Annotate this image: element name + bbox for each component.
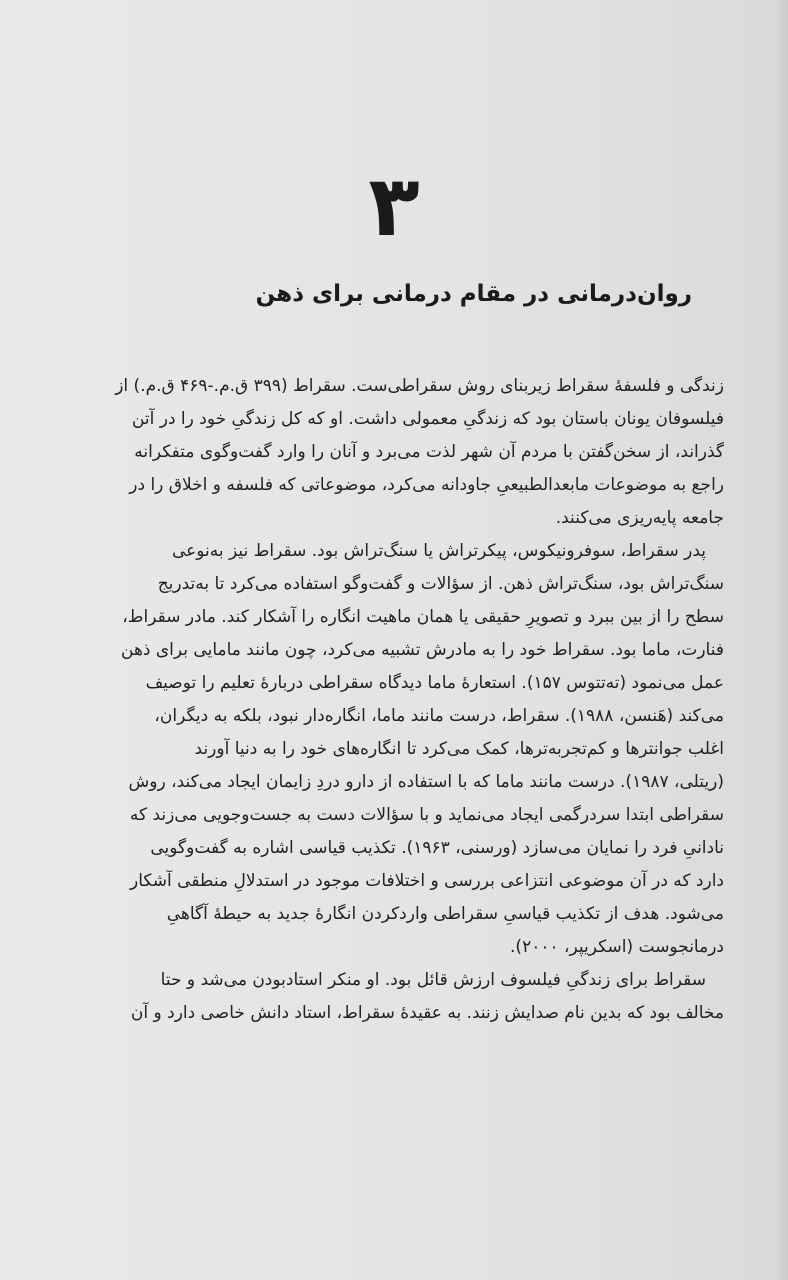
text-line: راجع به موضوعات مابعدالطبیعیِ جاودانه می‌کرد، موضوعاتی که فلسفه و اخلاق را در bbox=[129, 475, 724, 495]
body-text bbox=[96, 370, 724, 1030]
text-line: سطح را از بین ببرد و تصویرِ حقیقی یا همان ماهیت انگاره را آشکار کند. مادر سقراط، bbox=[122, 607, 724, 627]
text-line: سقراط برای زندگیِ فیلسوف ارزش قائل بود. او منکر استادبودن می‌شد و حتا bbox=[160, 970, 706, 990]
text-line: جامعه پایه‌ریزی می‌کنند. bbox=[555, 508, 724, 528]
text-line: نادانیِ فرد را نمایان می‌سازد (ورسنی، ۱۹۶۳). تکذیب قیاسی اشاره به گفت‌وگویی bbox=[150, 838, 724, 858]
text-line: می‌شود. هدف از تکذیب قیاسیِ سقراطی واردکردن انگارهٔ جدید به حیطهٔ آگاهیِ bbox=[166, 904, 724, 924]
text-line: دارد که در آن موضوعی انتزاعی بررسی و اختلافات موجود در استدلالِ منطقی آشکار bbox=[130, 871, 724, 891]
text-line: درمانجوست (اسکریپر، ۲۰۰۰). bbox=[510, 937, 724, 957]
text-line: عمل می‌نمود (ته‌تتوس ۱۵۷). استعارهٔ ماما دیدگاه سقراطی دربارهٔ تعلیم را توصیف bbox=[145, 673, 724, 693]
text-line: اغلب جوانترها و کم‌تجربه‌ترها، کمک می‌کرد تا انگاره‌های خود را به دنیا آورند bbox=[194, 739, 724, 759]
page-edge-shadow bbox=[774, 0, 788, 1280]
text-line: سنگ‌تراش بود، سنگ‌تراش ذهن. از سؤالات و گفت‌وگو استفاده می‌کرد تا به‌تدریج bbox=[157, 574, 724, 594]
text-line: سقراطی ابتدا سردرگمی ایجاد می‌نماید و با سؤالات دست به جست‌وجویی می‌زند که bbox=[129, 805, 724, 825]
text-line: گذراند، از سخن‌گفتن با مردم آن شهر لذت می‌برد و آنان را وارد گفت‌وگوی متفکرانه bbox=[134, 442, 724, 462]
text-line: مخالف بود که بدین نام صدایش زنند. به عقیدهٔ سقراط، استاد دانش خاصی دارد و آن bbox=[130, 1003, 724, 1023]
text-line: فیلسوفان یونان باستان بود که زندگیِ معمولی داشت. او که کل زندگیِ خود را در آتن bbox=[131, 409, 724, 429]
text-line: (ریتلی، ۱۹۸۷). درست مانند ماما که با استفاده از دارو دردِ زایمان ایجاد می‌کند، روش bbox=[128, 772, 724, 792]
chapter-title: روان‌درمانی در مقام درمانی برای ذهن bbox=[255, 281, 692, 307]
chapter-number: ۳ bbox=[368, 157, 420, 255]
text-line: فنارت، ماما بود. سقراط خود را به مادرش تشبیه می‌کرد، چون مانند مامایی برای ذهن bbox=[121, 640, 724, 660]
text-line: پدر سقراط، سوفرونیکوس، پیکرتراش یا سنگ‌تراش بود. سقراط نیز به‌نوعی bbox=[171, 541, 706, 561]
text-line: زندگی و فلسفهٔ سقراط زیربنای روش سقراطی‌ست. سقراط (۳۹۹ ق.م.-۴۶۹ ق.م.) از bbox=[115, 376, 724, 396]
text-line: می‌کند (هَنسن، ۱۹۸۸). سقراط، درست مانند ماما، انگاره‌دار نبود، بلکه به دیگران، bbox=[154, 706, 724, 726]
